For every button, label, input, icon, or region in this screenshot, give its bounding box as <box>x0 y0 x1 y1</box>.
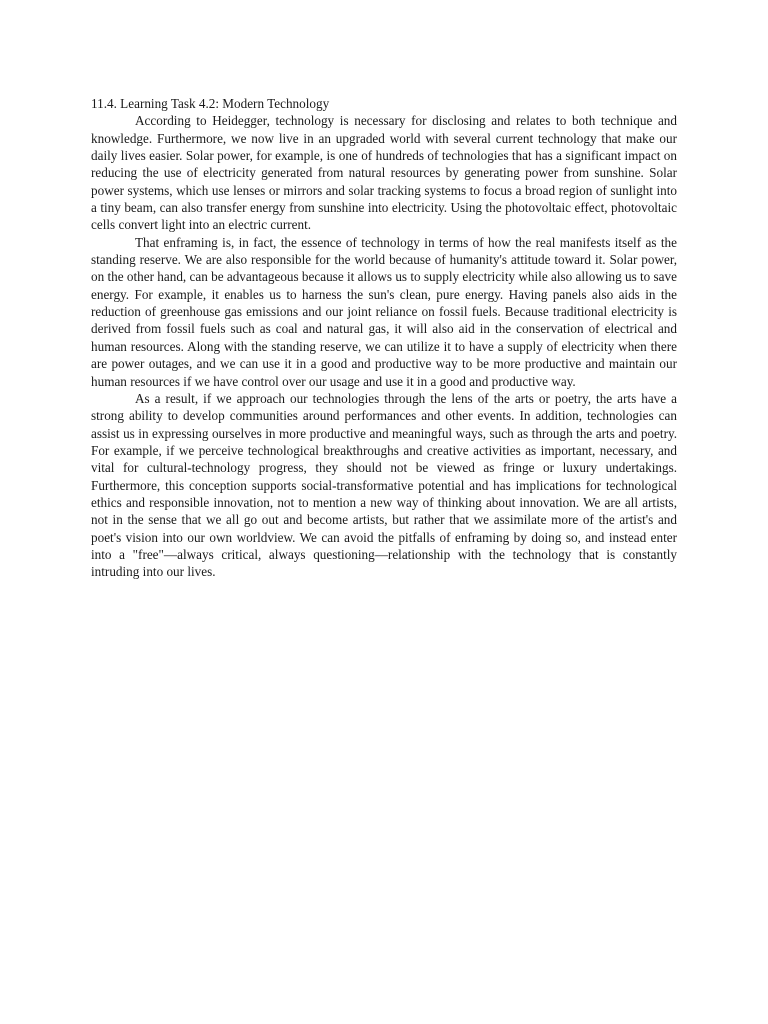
paragraph-heidegger-solar: According to Heidegger, technology is necessary for disclosing and relates to both technique and knowledge. Furthermore, we now live in an upgraded world with several current technology that make our daily lives easier. Solar power, for example, is one of hundreds of technologies that has a significant impact on reducing the use of electricity generated from natural resources by generating power from sunshine. Solar power systems, which use lenses or mirrors and solar tracking systems to focus a broad region of sunlight into a tiny beam, can also transfer energy from sunshine into electricity. Using the photovoltaic effect, photovoltaic cells convert light into an electric current. <box>91 113 677 233</box>
document-title: 11.4. Learning Task 4.2: Modern Technology <box>91 96 330 111</box>
paragraph-arts-poetry: As a result, if we approach our technologies through the lens of the arts or poetry, the arts have a strong ability to develop communities around performances and other events. In addition, technologies can assist us in expressing ourselves in more productive and meaningful ways, such as through the arts and poetry. For example, if we perceive technological breakthroughs and creative activities as important, necessary, and vital for cultural-technology progress, they should not be viewed as fringe or luxury undertakings. Furthermore, this conception supports social-transformative potential and has implications for technological ethics and responsible innovation, not to mention a new way of thinking about innovation. We are all artists, not in the sense that we all go out and become artists, but rather that we assimilate more of the artist's and poet's vision into our own worldview. We can avoid the pitfalls of enframing by doing so, and instead enter into a "free"—always critical, always questioning—relationship with the technology that is constantly intruding into our lives. <box>91 390 677 580</box>
document-body <box>91 95 677 581</box>
paragraph-enframing: That enframing is, in fact, the essence of technology in terms of how the real manifests itself as the standing reserve. We are also responsible for the world because of humanity's attitude toward it. Solar power, on the other hand, can be advantageous because it allows us to supply electricity while also allowing us to save energy. For example, it enables us to harness the sun's clean, pure energy. Having panels also aids in the reduction of greenhouse gas emissions and our joint reliance on fossil fuels. Because traditional electricity is derived from fossil fuels such as coal and natural gas, it will also aid in the conservation of electrical and human resources. Along with the standing reserve, we can utilize it to have a supply of electricity when there are power outages, and we can use it in a good and productive way to be more productive and maintain our human resources if we have control over our usage and use it in a good and productive way. <box>91 234 677 389</box>
